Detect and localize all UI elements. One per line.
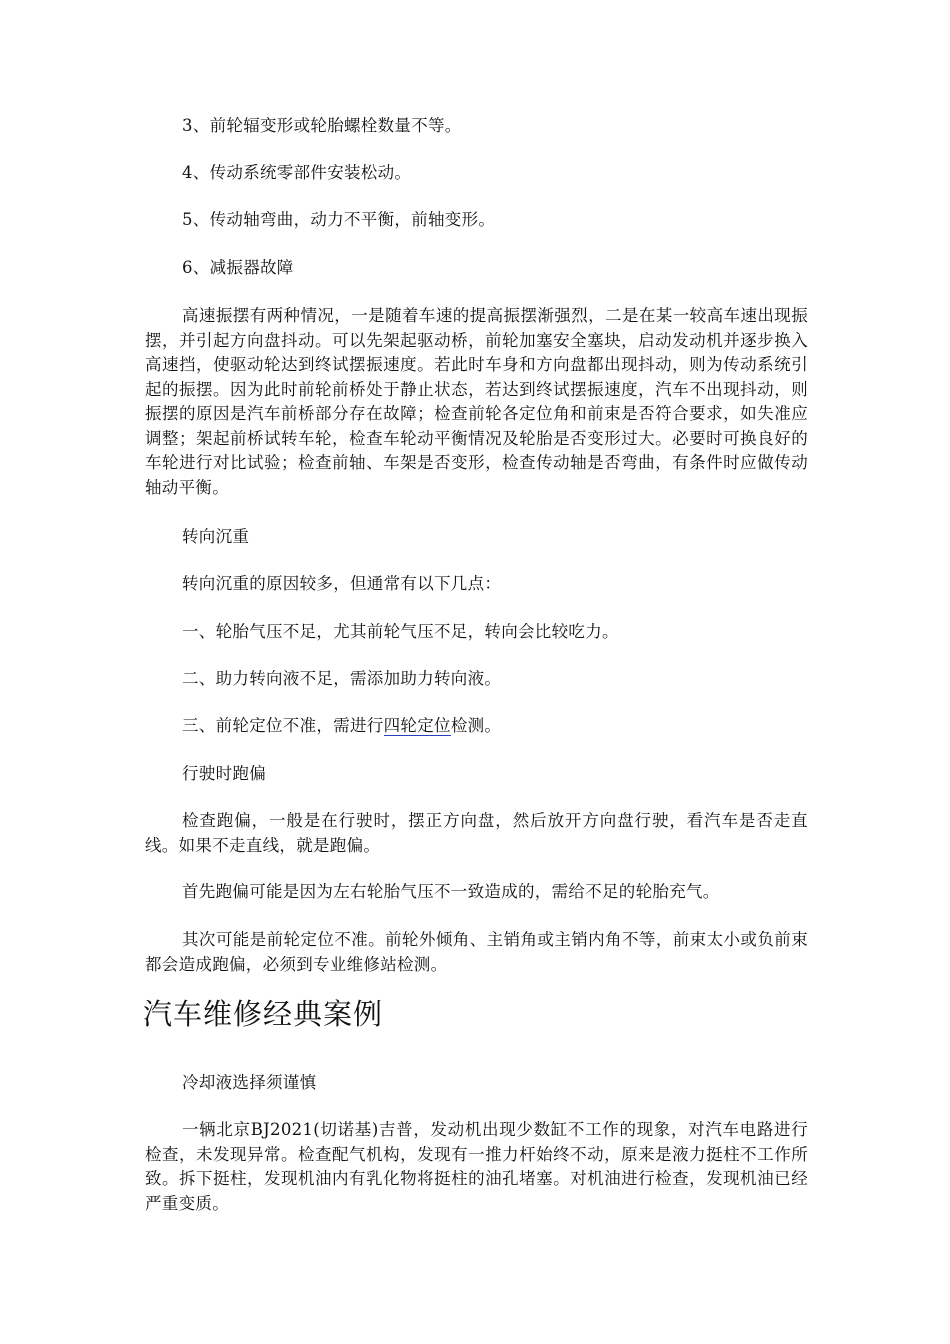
steering-point-1: 一、轮胎气压不足，尤其前轮气压不足，转向会比较吃力。 [182, 622, 619, 641]
high-speed-shimmy-paragraph: 高速振摆有两种情况，一是随着车速的提高振摆渐强烈，二是在某一较高车速出现振摆，并引起方向盘抖动。可以先架起驱动桥，前轮加塞安全塞块，启动发动机并逐步换入高速挡，使驱动轮达到终试摆振速度。若此时车身和方向盘都出现抖动，则为传动系统引起的振摆。因为此时前轮前桥处于静止状态，若达到终试摆振速度，汽车不出现抖动，则振摆的原因是汽车前桥部分存在故障；检查前轮各定位角和前束是否符合要求，如失准应调整；架起前桥试转车轮，检查车轮动平衡情况及轮胎是否变形过大。必要时可换良好的车轮进行对比试验；检查前轴、车架是否变形，检查传动轴是否弯曲，有条件时应做传动轴动平衡。 [145, 306, 808, 497]
list-item-4: 4、传动系统零部件安装松动。 [182, 163, 412, 182]
deviation-paragraph-1: 检查跑偏，一般是在行驶时，摆正方向盘，然后放开方向盘行驶，看汽车是否走直线。如果不走直线，就是跑偏。 [145, 811, 808, 855]
wheel-alignment-link[interactable]: 四轮定位 [383, 716, 451, 735]
steering-point-2: 二、助力转向液不足，需添加助力转向液。 [182, 669, 502, 688]
case-paragraph: 一辆北京BJ2021(切诺基)吉普，发动机出现少数缸不工作的现象，对汽车电路进行检查，未发现异常。检查配气机构，发现有一推力杆始终不动，原来是液力挺柱不工作所致。拆下挺柱，发现机油内有乳化物将挺柱的油孔堵塞。对机油进行检查，发现机油已经严重变质。 [145, 1120, 808, 1213]
section-heading: 汽车维修经典案例 [143, 997, 384, 1031]
steering-heavy-intro: 转向沉重的原因较多，但通常有以下几点： [182, 574, 502, 593]
case-title: 冷却液选择须谨慎 [182, 1073, 317, 1092]
steering-point-3-end: 检测。 [450, 716, 502, 735]
steering-point-3 [145, 714, 808, 739]
deviation-title: 行驶时跑偏 [182, 764, 266, 783]
deviation-paragraph-3: 其次可能是前轮定位不准。前轮外倾角、主销角或主销内角不等，前束太小或负前束都会造成跑偏，必须到专业维修站检测。 [145, 930, 808, 974]
steering-heavy-title: 转向沉重 [182, 527, 250, 546]
list-item-6: 6、减振器故障 [182, 258, 294, 277]
steering-point-3-text: 三、前轮定位不准，需进行 [182, 716, 384, 735]
list-item-3: 3、前轮辐变形或轮胎螺栓数量不等。 [182, 116, 462, 135]
list-item-5: 5、传动轴弯曲，动力不平衡，前轴变形。 [182, 210, 496, 229]
deviation-paragraph-2: 首先跑偏可能是因为左右轮胎气压不一致造成的，需给不足的轮胎充气。 [182, 882, 720, 901]
